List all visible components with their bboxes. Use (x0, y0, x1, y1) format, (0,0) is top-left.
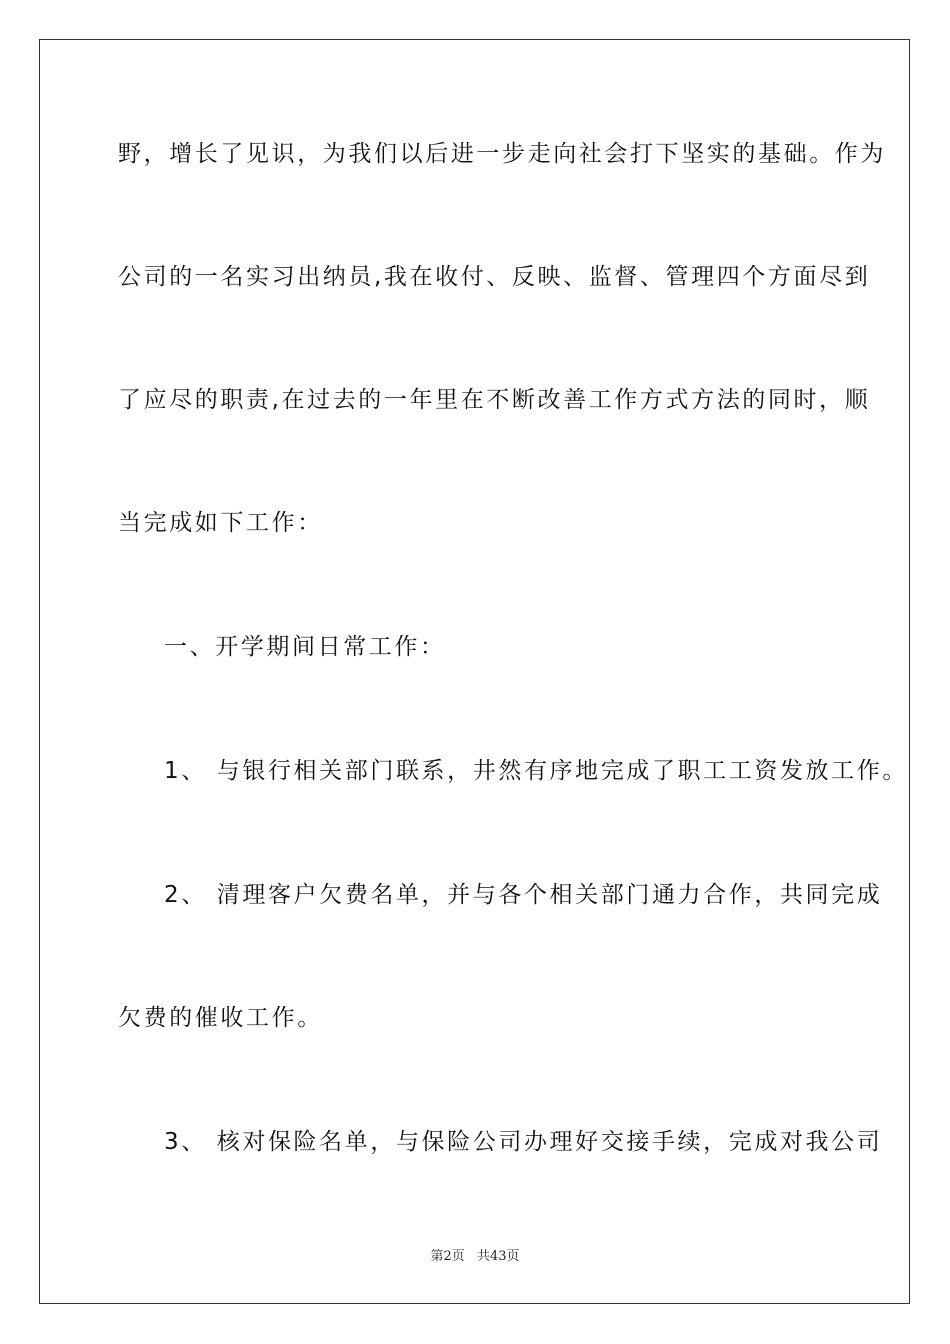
body-text-line: 公司的一名实习出纳员,我在收付、反映、监督、管理四个方面尽到 (118, 264, 871, 290)
list-item-2: 2、 清理客户欠费名单，并与各个相关部门通力合作，共同完成 (164, 882, 883, 908)
page-total: 共43页 (476, 1249, 520, 1264)
section-heading: 一、开学期间日常工作： (164, 634, 446, 660)
body-text-line: 野，增长了见识，为我们以后进一步走向社会打下坚实的基础。作为 (118, 141, 886, 167)
list-item-2-continued: 欠费的催收工作。 (118, 1005, 323, 1031)
page-number: 第2页 (430, 1249, 465, 1264)
body-text-line: 了应尽的职责,在过去的一年里在不断改善工作方式方法的同时，顺 (118, 387, 871, 413)
body-text-line: 当完成如下工作： (118, 510, 323, 536)
page-footer (0, 1245, 950, 1264)
page-border (39, 39, 910, 1304)
list-item-3: 3、 核对保险名单，与保险公司办理好交接手续，完成对我公司 (164, 1129, 883, 1155)
list-item-1: 1、 与银行相关部门联系，井然有序地完成了职工工资发放工作。 (164, 758, 908, 784)
